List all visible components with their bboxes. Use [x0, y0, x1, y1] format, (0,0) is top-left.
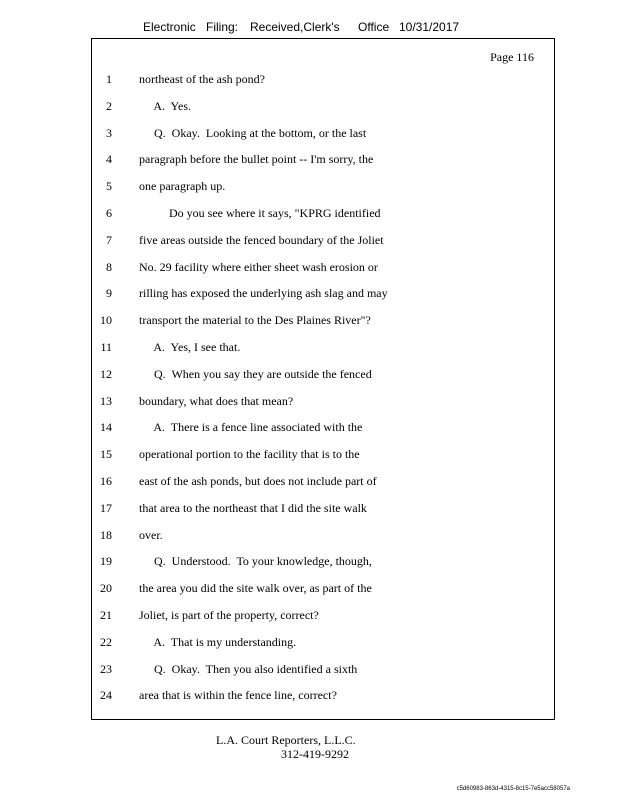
line-number: 9 — [106, 286, 112, 301]
transcript-line — [91, 662, 551, 680]
transcript-line — [91, 688, 551, 706]
line-number: 16 — [100, 474, 112, 488]
transcript-line — [91, 635, 551, 653]
line-text: Q. Understood. To your knowledge, though, — [139, 554, 372, 569]
line-text: Joliet, is part of the property, correct? — [139, 608, 319, 622]
line-number: 4 — [106, 152, 112, 167]
line-text: No. 29 facility where either sheet wash erosion or — [139, 259, 378, 274]
header-electronic: Electronic — [143, 20, 196, 34]
line-text: A. Yes. — [139, 98, 192, 113]
line-text: Q. Okay. Looking at the bottom, or the last — [139, 125, 367, 140]
transcript-line — [91, 126, 551, 144]
transcript-line — [91, 260, 551, 278]
line-number: 14 — [100, 420, 112, 435]
line-text: boundary, what does that mean? — [139, 393, 294, 408]
transcript-line — [91, 528, 551, 546]
line-text: five areas outside the fenced boundary of the Joliet — [139, 232, 384, 247]
transcript-line — [91, 474, 551, 492]
transcript-line — [91, 581, 551, 599]
transcript-line — [91, 152, 551, 170]
line-number: 20 — [100, 581, 112, 596]
transcript-line — [91, 313, 551, 331]
transcript-line — [91, 420, 551, 438]
line-text: that area to the northeast that I did the site walk — [139, 500, 367, 515]
line-number: 3 — [106, 125, 112, 140]
line-number: 15 — [100, 447, 112, 462]
line-text: operational portion to the facility that is to the — [139, 447, 360, 462]
line-number: 19 — [100, 554, 112, 569]
header-office: Office — [358, 20, 390, 34]
line-text: A. There is a fence line associated with the — [139, 420, 363, 435]
transcript-line — [91, 72, 551, 90]
transcript-line — [91, 608, 551, 626]
transcript-line — [91, 447, 551, 465]
line-text: transport the material to the Des Plaines River"? — [139, 313, 371, 328]
header-received: Received,Clerk's — [250, 20, 340, 34]
transcript-line — [91, 554, 551, 572]
transcript-line — [91, 286, 551, 304]
line-number: 23 — [100, 661, 112, 676]
filing-header — [0, 20, 618, 38]
line-text: Q. Okay. Then you also identified a sixth — [139, 661, 358, 676]
transcript-line — [91, 340, 551, 358]
transcript-line — [91, 206, 551, 224]
line-number: 22 — [100, 634, 112, 649]
line-number: 24 — [100, 688, 112, 703]
header-date: 10/31/2017 — [399, 20, 460, 34]
header-filing: Filing: — [206, 20, 239, 34]
line-text: paragraph before the bullet point -- I'm sorry, the — [139, 152, 374, 167]
line-text: A. Yes, I see that. — [139, 340, 241, 354]
line-number: 11 — [100, 340, 112, 354]
footer-phone: 312-419-9292 — [281, 747, 349, 761]
transcript-line — [91, 501, 551, 519]
line-number: 10 — [100, 313, 112, 328]
line-text: east of the ash ponds, but does not include part of — [139, 474, 377, 488]
transcript-line — [91, 394, 551, 412]
line-number: 8 — [106, 259, 112, 274]
line-number: 13 — [100, 393, 112, 408]
line-number: 1 — [106, 72, 112, 86]
line-text: Do you see where it says, "KPRG identified — [139, 206, 381, 220]
line-number: 12 — [100, 366, 112, 381]
line-text: the area you did the site walk over, as part of the — [139, 581, 372, 596]
page-number: Page 116 — [490, 50, 534, 64]
line-number: 2 — [106, 98, 112, 113]
transcript-line — [91, 179, 551, 197]
document-id: c5d60983-863d-4315-8c15-7e5acc58057a — [456, 786, 570, 792]
line-number: 18 — [100, 527, 112, 542]
line-text: rilling has exposed the underlying ash slag and may — [139, 286, 388, 301]
line-text: area that is within the fence line, correct? — [139, 688, 337, 703]
transcript-line — [91, 99, 551, 117]
line-text: northeast of the ash pond? — [139, 72, 265, 86]
footer-company: L.A. Court Reporters, L.L.C. — [216, 733, 356, 747]
line-number: 5 — [106, 179, 112, 194]
line-text: A. That is my understanding. — [139, 634, 297, 649]
line-number: 7 — [106, 232, 112, 247]
line-number: 17 — [100, 500, 112, 515]
line-text: over. — [139, 527, 163, 542]
transcript-line — [91, 367, 551, 385]
line-text: one paragraph up. — [139, 179, 226, 194]
line-number: 21 — [100, 608, 112, 622]
line-text: Q. When you say they are outside the fenced — [139, 366, 372, 381]
transcript-line — [91, 233, 551, 251]
line-number: 6 — [106, 206, 112, 220]
